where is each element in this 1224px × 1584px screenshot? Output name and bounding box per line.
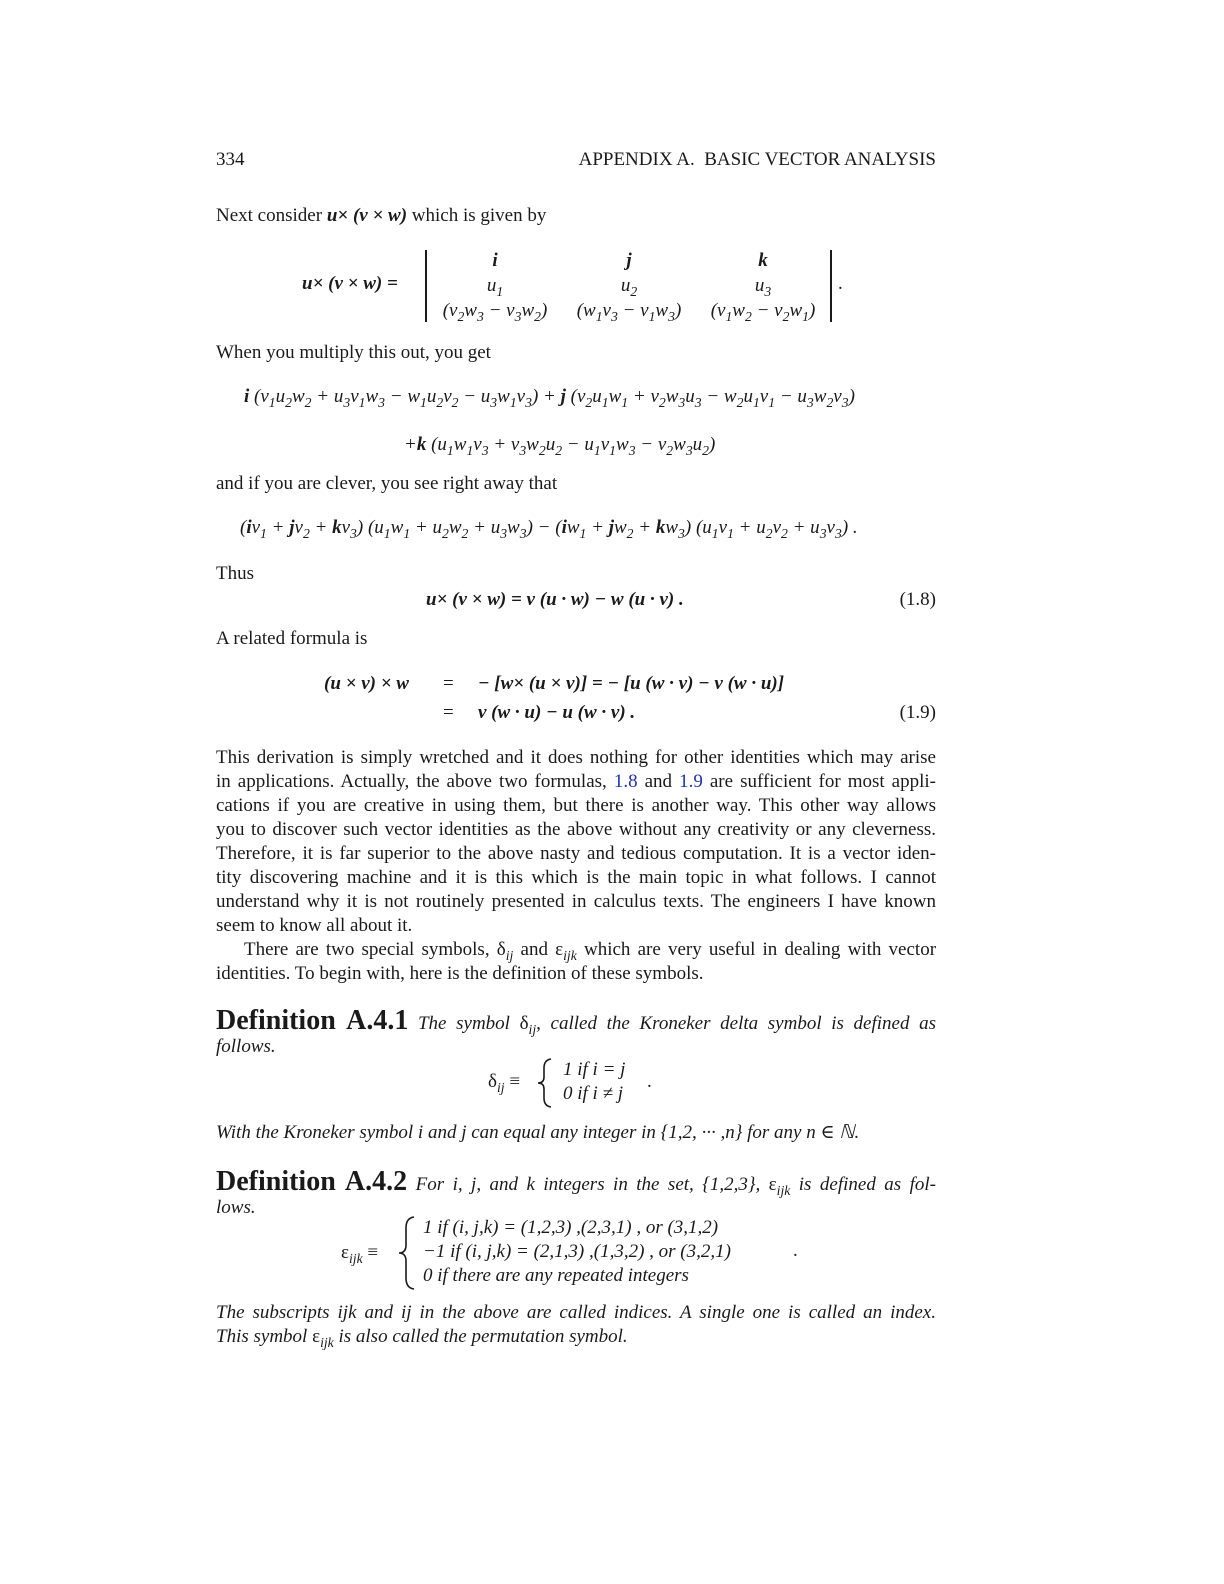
closing-line: This symbol $\varepsilon_{ijk}$ is also called the permutation symbol.	[216, 1326, 628, 1350]
det-cell: $u_1$	[486, 275, 504, 299]
paragraph-line: This derivation is simply wretched and it does nothing for other identities which may arise	[216, 747, 936, 768]
case-line: 1 if (i, j,k) = (1,2,3) ,(2,3,1) , or (3,1,2)	[423, 1217, 719, 1238]
definition-label: Definition A.4.1	[216, 1005, 409, 1036]
clever-expression: $(iv_1 + jv_2 + kv_3) (u_1w_1 + u_2w_2 + u_3w_3) - (iw_1 + jw_2 + kw_3) (u_1v_1 + u_2v_2 + u_3v_3)$ .	[240, 517, 858, 541]
det-period: .	[838, 273, 843, 294]
epsilon-definition-lhs: $\varepsilon_{ijk}$ ≡	[341, 1242, 379, 1266]
equation-1-9-lhs: (u × v) × w	[324, 673, 409, 694]
left-brace	[398, 1216, 416, 1290]
paragraph-line: There are two special symbols, $\delta_{ij}$ and $\varepsilon_{ijk}$ which are very useful in dealing with vector	[244, 939, 937, 963]
definition-label: Definition A.4.2	[216, 1166, 408, 1197]
definition-a-4-1: Definition A.4.1 The symbol $\delta_{ij}$, called the Kroneker delta symbol is defined as	[216, 1005, 936, 1037]
equation-1-9-rhs-2: v (w · u) − u (w · v) .	[478, 702, 636, 723]
definition-note: With the Kroneker symbol i and j can equal any integer in {1,2, ··· ,n} for any n ∈ ℕ.	[216, 1122, 860, 1143]
equation-1-9-rhs-1: − [w× (u × v)] = − [u (w · v) − v (w · u)]	[478, 673, 785, 694]
text-line: A related formula is	[216, 628, 368, 649]
equation-number: (1.8)	[899, 589, 936, 610]
running-title: APPENDIX A. BASIC VECTOR ANALYSIS	[578, 149, 936, 170]
det-left-bar	[425, 250, 427, 322]
paragraph-line: tity discovering machine and it is this which is the main topic in what follows. I cannot	[216, 867, 936, 888]
equation-link[interactable]: 1.8	[613, 771, 638, 792]
delta-definition-lhs: $\delta_{ij}$ ≡	[488, 1071, 521, 1095]
page-number: 334	[216, 149, 245, 170]
det-cell: i	[492, 250, 498, 271]
paragraph-line: in applications. Actually, the above two formulas, 1.8 and 1.9 are sufficient for most appli-	[216, 771, 936, 792]
intro-line: Next consider u× (v × w) which is given by	[216, 205, 547, 226]
equation-1-9-eq: =	[443, 673, 454, 694]
expansion-line-2: +k $(u_1w_1v_3 + v_3w_2u_2 - u_1v_1w_3 - v_2w_3u_2)$	[404, 434, 716, 458]
expansion-line-1: i $(v_1u_2w_2 + u_3v_1w_3 - w_1u_2v_2 - u_3w_1v_3) + j$ $(v_2u_1w_1 + v_2w_3u_3 - w_2u_1v_1 - u_3w_2v_3)$	[244, 386, 855, 410]
paragraph-line: seem to know all about it.	[216, 915, 413, 936]
text-line: Thus	[216, 563, 254, 584]
equation-number: (1.9)	[899, 702, 936, 723]
det-cell: j	[626, 250, 632, 271]
case-line: 0 if there are any repeated integers	[423, 1265, 689, 1286]
case-period: .	[793, 1240, 798, 1261]
case-period: .	[647, 1071, 652, 1092]
equation-link[interactable]: 1.9	[679, 771, 703, 792]
text-line: and if you are clever, you see right away that	[216, 473, 558, 494]
epsilon-cases	[423, 1216, 731, 1288]
paragraph-line: understand why it is not routinely presented in calculus texts. The engineers I have known	[216, 891, 936, 912]
case-line: 1 if i = j	[563, 1059, 626, 1080]
definition-text: lows.	[216, 1197, 256, 1218]
det-cell: $(w_1v_3 - v_1w_3)$	[576, 300, 682, 324]
left-brace	[537, 1058, 553, 1108]
det-cell: $(v_1w_2 - v_2w_1)$	[710, 300, 816, 324]
determinant-lhs: u× (v × w) =	[302, 273, 398, 294]
det-cell: $u_2$	[620, 275, 638, 299]
text-line: When you multiply this out, you get	[216, 342, 491, 363]
definition-a-4-2: Definition A.4.2 For i, j, and k integers in the set, {1,2,3}, $\varepsilon_{ijk}$ is defined as fol-	[216, 1166, 936, 1198]
paragraph-line: identities. To begin with, here is the definition of these symbols.	[216, 963, 704, 984]
definition-text: follows.	[216, 1036, 276, 1057]
case-line: −1 if (i, j,k) = (2,1,3) ,(1,3,2) , or (3,2,1)	[423, 1241, 731, 1262]
det-cell: k	[758, 250, 768, 271]
paragraph-line: Therefore, it is far superior to the above nasty and tedious computation. It is a vector iden-	[216, 843, 936, 864]
det-cell: $u_3$	[754, 275, 772, 299]
closing-line: The subscripts ijk and ij in the above are called indices. A single one is called an index.	[216, 1302, 936, 1323]
case-line: 0 if i ≠ j	[563, 1083, 624, 1104]
equation-1-9-eq: =	[443, 702, 454, 723]
det-cell: $(v_2w_3 - v_3w_2)$	[442, 300, 548, 324]
paragraph-line: you to discover such vector identities as the above without any creativity or any cleverness.	[216, 819, 936, 840]
determinant	[428, 248, 830, 323]
delta-cases	[563, 1058, 625, 1106]
paragraph-line: cations if you are creative in using them, but there is another way. This other way allows	[216, 795, 936, 816]
det-right-bar	[830, 250, 832, 322]
equation-1-8: u× (v × w) = v (u · w) − w (u · v) .	[426, 589, 684, 610]
